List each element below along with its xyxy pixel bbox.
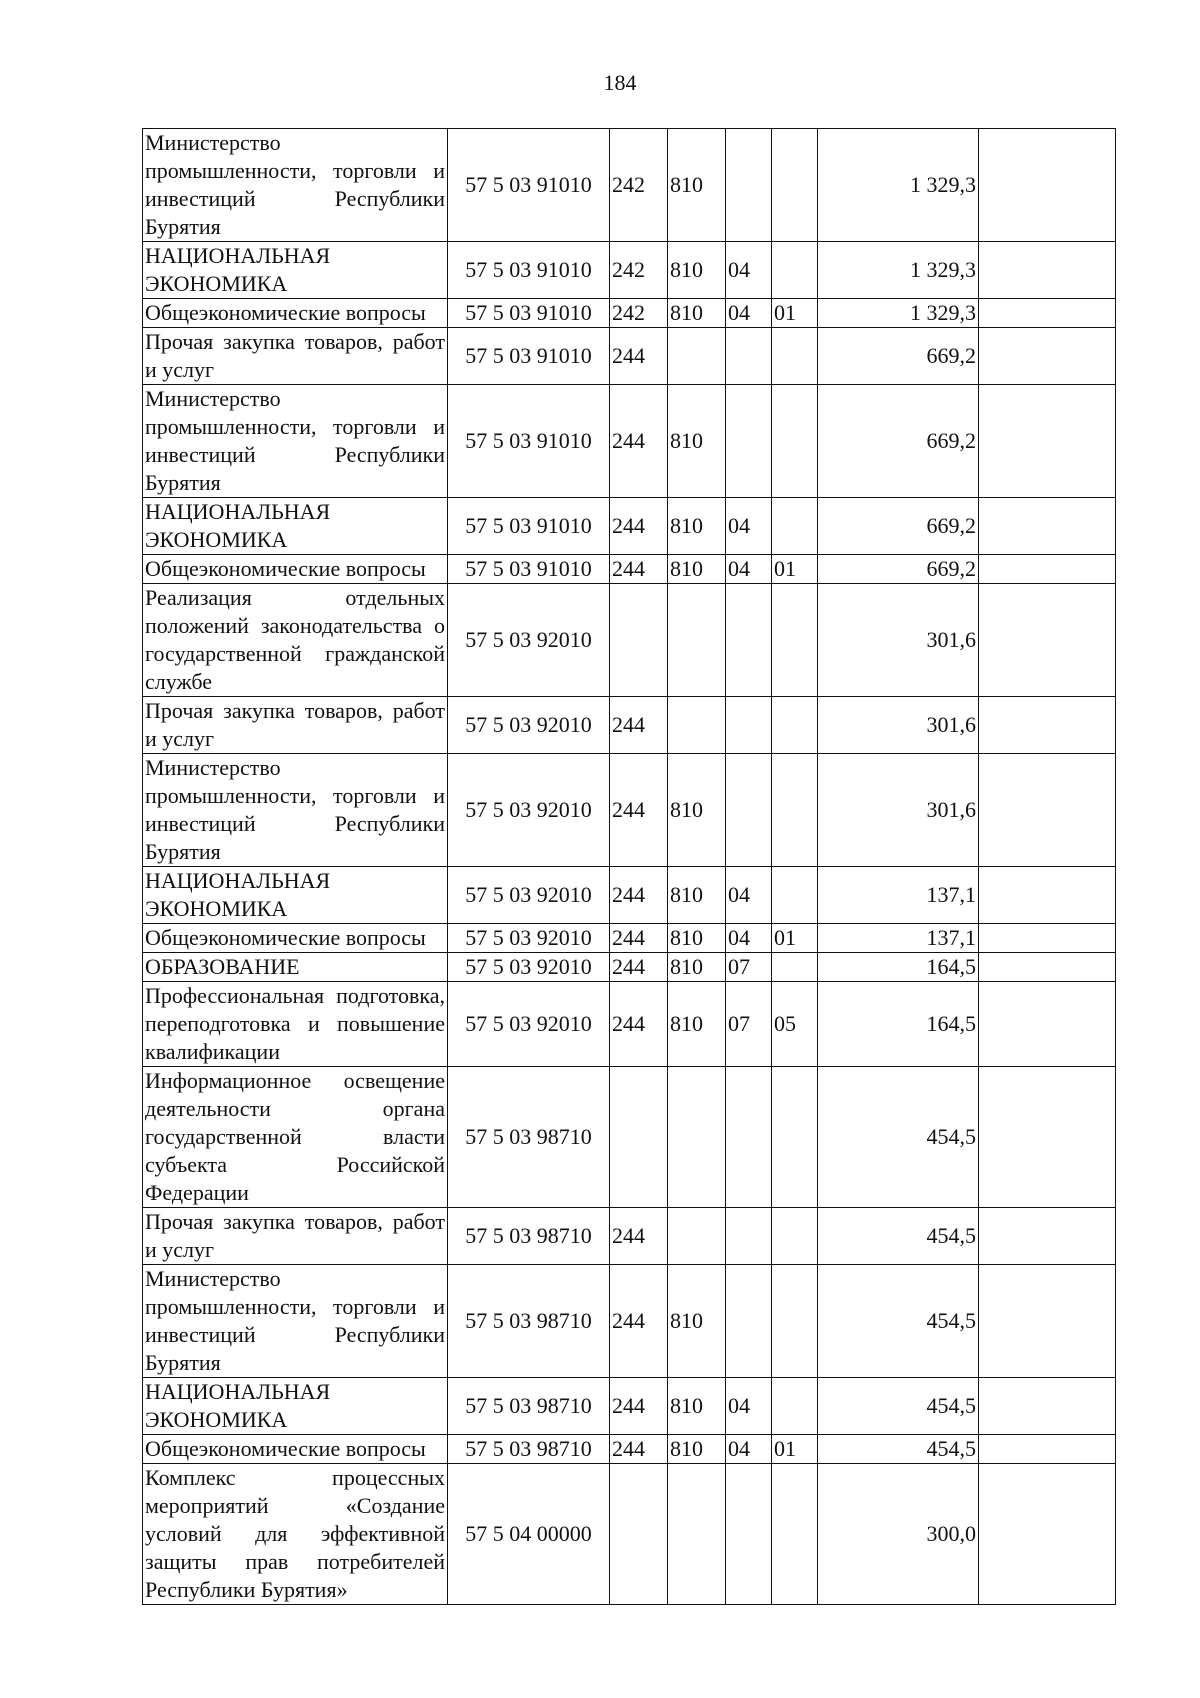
ministry-code-cell: 810 <box>668 385 726 498</box>
blank-cell <box>979 1435 1116 1464</box>
section-cell <box>726 129 772 242</box>
blank-cell <box>979 1208 1116 1265</box>
table-row <box>143 1435 1116 1464</box>
blank-cell <box>979 982 1116 1067</box>
subsection-cell: 01 <box>772 299 818 328</box>
table-row <box>143 697 1116 754</box>
section-cell: 04 <box>726 1378 772 1435</box>
amount-cell: 454,5 <box>818 1435 979 1464</box>
expense-type-cell <box>610 1067 668 1208</box>
blank-cell <box>979 754 1116 867</box>
amount-cell: 669,2 <box>818 385 979 498</box>
amount-cell: 454,5 <box>818 1265 979 1378</box>
expense-type-cell: 242 <box>610 129 668 242</box>
subsection-cell <box>772 328 818 385</box>
expense-type-cell: 244 <box>610 697 668 754</box>
expense-type-cell: 244 <box>610 924 668 953</box>
ministry-code-cell: 810 <box>668 129 726 242</box>
target-article-cell: 57 5 03 92010 <box>448 982 610 1067</box>
row-name-cell: НАЦИОНАЛЬНАЯ ЭКОНОМИКА <box>143 498 448 555</box>
blank-cell <box>979 1378 1116 1435</box>
subsection-cell <box>772 867 818 924</box>
expense-type-cell: 244 <box>610 953 668 982</box>
row-name-cell: НАЦИОНАЛЬНАЯ ЭКОНОМИКА <box>143 867 448 924</box>
ministry-code-cell: 810 <box>668 498 726 555</box>
budget-table-body <box>143 129 1116 1605</box>
table-row <box>143 242 1116 299</box>
blank-cell <box>979 697 1116 754</box>
ministry-code-cell <box>668 1464 726 1605</box>
section-cell: 04 <box>726 242 772 299</box>
budget-table <box>142 128 1116 1605</box>
section-cell: 07 <box>726 982 772 1067</box>
subsection-cell <box>772 697 818 754</box>
ministry-code-cell: 810 <box>668 867 726 924</box>
target-article-cell: 57 5 03 91010 <box>448 299 610 328</box>
expense-type-cell: 244 <box>610 328 668 385</box>
amount-cell: 301,6 <box>818 754 979 867</box>
ministry-code-cell: 810 <box>668 924 726 953</box>
amount-cell: 454,5 <box>818 1378 979 1435</box>
ministry-code-cell: 810 <box>668 1435 726 1464</box>
expense-type-cell: 244 <box>610 555 668 584</box>
section-cell <box>726 1265 772 1378</box>
expense-type-cell: 244 <box>610 1208 668 1265</box>
amount-cell: 137,1 <box>818 924 979 953</box>
target-article-cell: 57 5 03 92010 <box>448 697 610 754</box>
amount-cell: 164,5 <box>818 982 979 1067</box>
row-name-cell: Реализация отдельных положений законодательства о государственной гражданской службе <box>143 584 448 697</box>
blank-cell <box>979 924 1116 953</box>
amount-cell: 1 329,3 <box>818 242 979 299</box>
ministry-code-cell: 810 <box>668 1378 726 1435</box>
row-name-cell: Министерство промышленности, торговли и инвестиций Республики Бурятия <box>143 129 448 242</box>
table-row <box>143 385 1116 498</box>
blank-cell <box>979 385 1116 498</box>
target-article-cell: 57 5 03 98710 <box>448 1067 610 1208</box>
target-article-cell: 57 5 03 92010 <box>448 867 610 924</box>
ministry-code-cell <box>668 697 726 754</box>
expense-type-cell: 242 <box>610 242 668 299</box>
section-cell <box>726 584 772 697</box>
section-cell: 07 <box>726 953 772 982</box>
row-name-cell: ОБРАЗОВАНИЕ <box>143 953 448 982</box>
blank-cell <box>979 555 1116 584</box>
section-cell: 04 <box>726 299 772 328</box>
section-cell: 04 <box>726 867 772 924</box>
amount-cell: 164,5 <box>818 953 979 982</box>
row-name-cell: Прочая закупка товаров, работ и услуг <box>143 328 448 385</box>
blank-cell <box>979 1464 1116 1605</box>
table-row <box>143 1067 1116 1208</box>
row-name-cell: Общеэкономические вопросы <box>143 555 448 584</box>
section-cell: 04 <box>726 1435 772 1464</box>
section-cell <box>726 385 772 498</box>
target-article-cell: 57 5 03 91010 <box>448 328 610 385</box>
row-name-cell: Информационное освещение деятельности органа государственной власти субъекта Российской Федерации <box>143 1067 448 1208</box>
amount-cell: 301,6 <box>818 697 979 754</box>
expense-type-cell: 244 <box>610 498 668 555</box>
ministry-code-cell: 810 <box>668 299 726 328</box>
expense-type-cell <box>610 1464 668 1605</box>
subsection-cell: 01 <box>772 924 818 953</box>
section-cell: 04 <box>726 555 772 584</box>
amount-cell: 1 329,3 <box>818 129 979 242</box>
expense-type-cell: 244 <box>610 754 668 867</box>
subsection-cell: 01 <box>772 1435 818 1464</box>
subsection-cell <box>772 1067 818 1208</box>
table-row <box>143 1265 1116 1378</box>
blank-cell <box>979 584 1116 697</box>
subsection-cell <box>772 129 818 242</box>
section-cell <box>726 1464 772 1605</box>
subsection-cell <box>772 1265 818 1378</box>
expense-type-cell <box>610 584 668 697</box>
blank-cell <box>979 953 1116 982</box>
subsection-cell <box>772 1208 818 1265</box>
table-row <box>143 924 1116 953</box>
target-article-cell: 57 5 03 91010 <box>448 498 610 555</box>
ministry-code-cell: 810 <box>668 754 726 867</box>
subsection-cell <box>772 242 818 299</box>
amount-cell: 1 329,3 <box>818 299 979 328</box>
blank-cell <box>979 867 1116 924</box>
target-article-cell: 57 5 03 98710 <box>448 1378 610 1435</box>
expense-type-cell: 244 <box>610 385 668 498</box>
ministry-code-cell: 810 <box>668 982 726 1067</box>
target-article-cell: 57 5 03 91010 <box>448 555 610 584</box>
section-cell: 04 <box>726 924 772 953</box>
row-name-cell: Общеэкономические вопросы <box>143 299 448 328</box>
subsection-cell <box>772 385 818 498</box>
target-article-cell: 57 5 03 91010 <box>448 242 610 299</box>
subsection-cell <box>772 1378 818 1435</box>
row-name-cell: Прочая закупка товаров, работ и услуг <box>143 697 448 754</box>
ministry-code-cell <box>668 584 726 697</box>
section-cell: 04 <box>726 498 772 555</box>
target-article-cell: 57 5 03 91010 <box>448 129 610 242</box>
table-row <box>143 498 1116 555</box>
row-name-cell: НАЦИОНАЛЬНАЯ ЭКОНОМИКА <box>143 1378 448 1435</box>
blank-cell <box>979 242 1116 299</box>
table-row <box>143 129 1116 242</box>
target-article-cell: 57 5 04 00000 <box>448 1464 610 1605</box>
subsection-cell <box>772 498 818 555</box>
target-article-cell: 57 5 03 98710 <box>448 1265 610 1378</box>
amount-cell: 669,2 <box>818 328 979 385</box>
expense-type-cell: 244 <box>610 867 668 924</box>
amount-cell: 669,2 <box>818 498 979 555</box>
expense-type-cell: 244 <box>610 982 668 1067</box>
target-article-cell: 57 5 03 92010 <box>448 924 610 953</box>
subsection-cell: 01 <box>772 555 818 584</box>
ministry-code-cell: 810 <box>668 953 726 982</box>
blank-cell <box>979 328 1116 385</box>
blank-cell <box>979 498 1116 555</box>
table-row <box>143 1208 1116 1265</box>
amount-cell: 300,0 <box>818 1464 979 1605</box>
section-cell <box>726 1067 772 1208</box>
section-cell <box>726 697 772 754</box>
expense-type-cell: 242 <box>610 299 668 328</box>
section-cell <box>726 754 772 867</box>
row-name-cell: НАЦИОНАЛЬНАЯ ЭКОНОМИКА <box>143 242 448 299</box>
table-row <box>143 555 1116 584</box>
target-article-cell: 57 5 03 92010 <box>448 953 610 982</box>
subsection-cell <box>772 1464 818 1605</box>
row-name-cell: Министерство промышленности, торговли и инвестиций Республики Бурятия <box>143 385 448 498</box>
amount-cell: 454,5 <box>818 1067 979 1208</box>
blank-cell <box>979 1067 1116 1208</box>
table-row <box>143 328 1116 385</box>
table-row <box>143 1464 1116 1605</box>
row-name-cell: Общеэкономические вопросы <box>143 924 448 953</box>
row-name-cell: Министерство промышленности, торговли и инвестиций Республики Бурятия <box>143 754 448 867</box>
ministry-code-cell <box>668 1067 726 1208</box>
table-row <box>143 867 1116 924</box>
table-row <box>143 1378 1116 1435</box>
blank-cell <box>979 299 1116 328</box>
row-name-cell: Министерство промышленности, торговли и инвестиций Республики Бурятия <box>143 1265 448 1378</box>
ministry-code-cell <box>668 1208 726 1265</box>
table-row <box>143 754 1116 867</box>
section-cell <box>726 328 772 385</box>
ministry-code-cell: 810 <box>668 555 726 584</box>
ministry-code-cell: 810 <box>668 1265 726 1378</box>
expense-type-cell: 244 <box>610 1265 668 1378</box>
expense-type-cell: 244 <box>610 1435 668 1464</box>
ministry-code-cell: 810 <box>668 242 726 299</box>
subsection-cell: 05 <box>772 982 818 1067</box>
target-article-cell: 57 5 03 98710 <box>448 1435 610 1464</box>
subsection-cell <box>772 754 818 867</box>
row-name-cell: Профессиональная подготовка, переподготовка и повышение квалификации <box>143 982 448 1067</box>
ministry-code-cell <box>668 328 726 385</box>
table-row <box>143 953 1116 982</box>
section-cell <box>726 1208 772 1265</box>
target-article-cell: 57 5 03 91010 <box>448 385 610 498</box>
row-name-cell: Прочая закупка товаров, работ и услуг <box>143 1208 448 1265</box>
blank-cell <box>979 129 1116 242</box>
subsection-cell <box>772 584 818 697</box>
amount-cell: 301,6 <box>818 584 979 697</box>
amount-cell: 137,1 <box>818 867 979 924</box>
row-name-cell: Комплекс процессных мероприятий «Создание условий для эффективной защиты прав потребителей Республики Бурятия» <box>143 1464 448 1605</box>
row-name-cell: Общеэкономические вопросы <box>143 1435 448 1464</box>
target-article-cell: 57 5 03 98710 <box>448 1208 610 1265</box>
subsection-cell <box>772 953 818 982</box>
table-row <box>143 584 1116 697</box>
table-row <box>143 299 1116 328</box>
amount-cell: 454,5 <box>818 1208 979 1265</box>
expense-type-cell: 244 <box>610 1378 668 1435</box>
target-article-cell: 57 5 03 92010 <box>448 584 610 697</box>
amount-cell: 669,2 <box>818 555 979 584</box>
blank-cell <box>979 1265 1116 1378</box>
table-row <box>143 982 1116 1067</box>
page-number: 184 <box>603 70 637 95</box>
target-article-cell: 57 5 03 92010 <box>448 754 610 867</box>
